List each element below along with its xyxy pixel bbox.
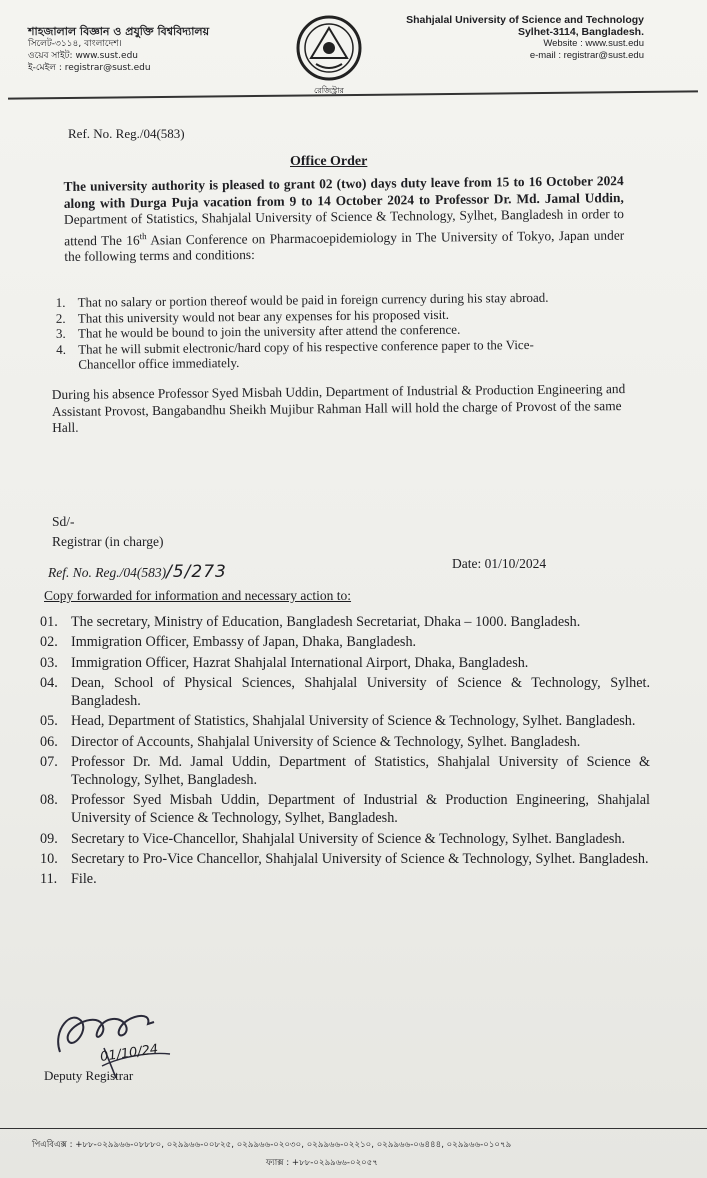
signatory-title: Deputy Registrar (44, 1068, 134, 1083)
university-name-english: Shahjalal University of Science and Technology (406, 14, 644, 26)
copy-list (40, 614, 650, 892)
footer-fax: ফ্যাক্স : +৮৮-০২৯৯৬৬-০২০৫৭ (266, 1158, 378, 1168)
page-title: Office Order (290, 154, 368, 169)
copy-heading: Copy forwarded for information and necessary action to: (44, 588, 352, 603)
website-bangla: ওয়েব সাইট: www.sust.edu (28, 51, 138, 61)
reference-handwritten: /5/273 (166, 562, 227, 582)
reference-number: Ref. No. Reg./04(583) (68, 126, 185, 141)
header-bangla-block (28, 26, 209, 74)
university-seal-icon (294, 14, 364, 82)
list-item: 03. Immigration Officer, Hazrat Shahjalal International Airport, Dhaka, Bangladesh. (40, 654, 529, 671)
list-item: 04. Dean, School of Physical Sciences, Shahjalal University of Science & Technology, Sylhet. Bangladesh. (40, 675, 650, 709)
signature-date: 01/10/24 (99, 1042, 160, 1065)
list-item: 08. Professor Syed Misbah Uddin, Department of Industrial & Production Engineering, Shahjalal University of Science & Technology, Sylhet, Bangladesh. (40, 792, 650, 827)
address-english: Sylhet-3114, Bangladesh. (517, 26, 644, 38)
list-item: 01. The secretary, Ministry of Education, Bangladesh Secretariat, Dhaka – 1000. Bangladesh. (40, 614, 581, 630)
order-date: Date: 01/10/2024 (452, 556, 547, 571)
list-item: 05. Head, Department of Statistics, Shahjalal University of Science & Technology, Sylhet. Bangladesh. (40, 713, 636, 730)
university-name-bangla: শাহজালাল বিজ্ঞান ও প্রযুক্তি বিশ্ববিদ্যালয় (28, 25, 210, 38)
absence-paragraph: During his absence Professor Syed Misbah Uddin, Department of Industrial & Production Engineering and Assistant Provost, Bangabandhu Sheikh Mujibur Rahman Hall will hold the charge of Provost of the same Hall. (51, 381, 626, 436)
registrar-title: Registrar (in charge) (52, 534, 164, 549)
email-english: e-mail : registrar@sust.edu (529, 50, 644, 61)
university-logo (294, 14, 364, 94)
header-english-block (398, 14, 644, 62)
email-bangla: ই-মেইল : registrar@sust.edu (28, 63, 151, 73)
intro-text-bold: The university authority is pleased to grant 02 (two) days duty leave from 15 to 16 October 2024 along with Durga Puja vacation from 9 to 14 October 2024 to Professor Dr. Md. Jamal Uddin, (63, 173, 624, 211)
list-item: 06. Director of Accounts, Shahjalal University of Science & Technology, Sylhet. Bangladesh. (40, 733, 581, 750)
forwarding-reference (48, 562, 227, 582)
reference-printed: Ref. No. Reg./04(583) (48, 565, 167, 580)
footer-divider (0, 1128, 707, 1129)
intro-text: Department of Statistics, Shahjalal University of Science & Technology, Sylhet, Bangladesh in order to attend The 16 (63, 206, 625, 248)
intro-paragraph (64, 173, 625, 266)
list-item: 2. That this university would not bear any expenses for his proposed visit. (55, 306, 450, 326)
list-item: 02. Immigration Officer, Embassy of Japan, Dhaka, Bangladesh. (40, 634, 417, 651)
list-item: 11. File. (40, 871, 97, 888)
terms-list (56, 289, 617, 372)
list-item: 10. Secretary to Pro-Vice Chancellor, Shahjalal University of Science & Technology, Sylhet. Bangladesh. (40, 850, 649, 867)
address-bangla: সিলেট-৩১১৪, বাংলাদেশ। (28, 39, 122, 49)
registrar-signoff (52, 512, 163, 552)
list-item: 09. Secretary to Vice-Chancellor, Shahjalal University of Science & Technology, Sylhet. Bangladesh. (40, 830, 626, 847)
list-item: 3. That he would be bound to join the university after attend the conference. (55, 321, 461, 341)
footer-phone-numbers: পিএবিএক্স : +৮৮-০২৯৯৬৬-০৮৮৮০, ০২৯৯৬৬-০০৮২৫, ০২৯৯৬৬-০২০৩০, ০২৯৯৬৬-০২২১০, ০২৯৯৬৬-০৬৪৪৪, ০২৯৯৬৬-০১০৭৯ (32, 1140, 512, 1150)
logo-caption: রেজিস্ট্রার (314, 86, 344, 95)
list-item: 07. Professor Dr. Md. Jamal Uddin, Department of Statistics, Shahjalal University of Science & Technology, Sylhet, Bangladesh. (40, 754, 650, 788)
intro-superscript: th (139, 230, 147, 241)
list-item: 4. That he will submit electronic/hard copy of his respective conference paper to the Vice-Chancellor office immediately. (56, 336, 534, 372)
website-english: Website : www.sust.edu (543, 38, 644, 49)
intro-text-end: Asian Conference on Pharmacoepidemiology in The University of Tokyo, Japan under the following terms and conditions: (64, 227, 625, 265)
list-item: 1. That no salary or portion thereof would be paid in foreign currency during his stay abroad. (55, 289, 549, 310)
sd-mark: Sd/- (52, 514, 75, 529)
